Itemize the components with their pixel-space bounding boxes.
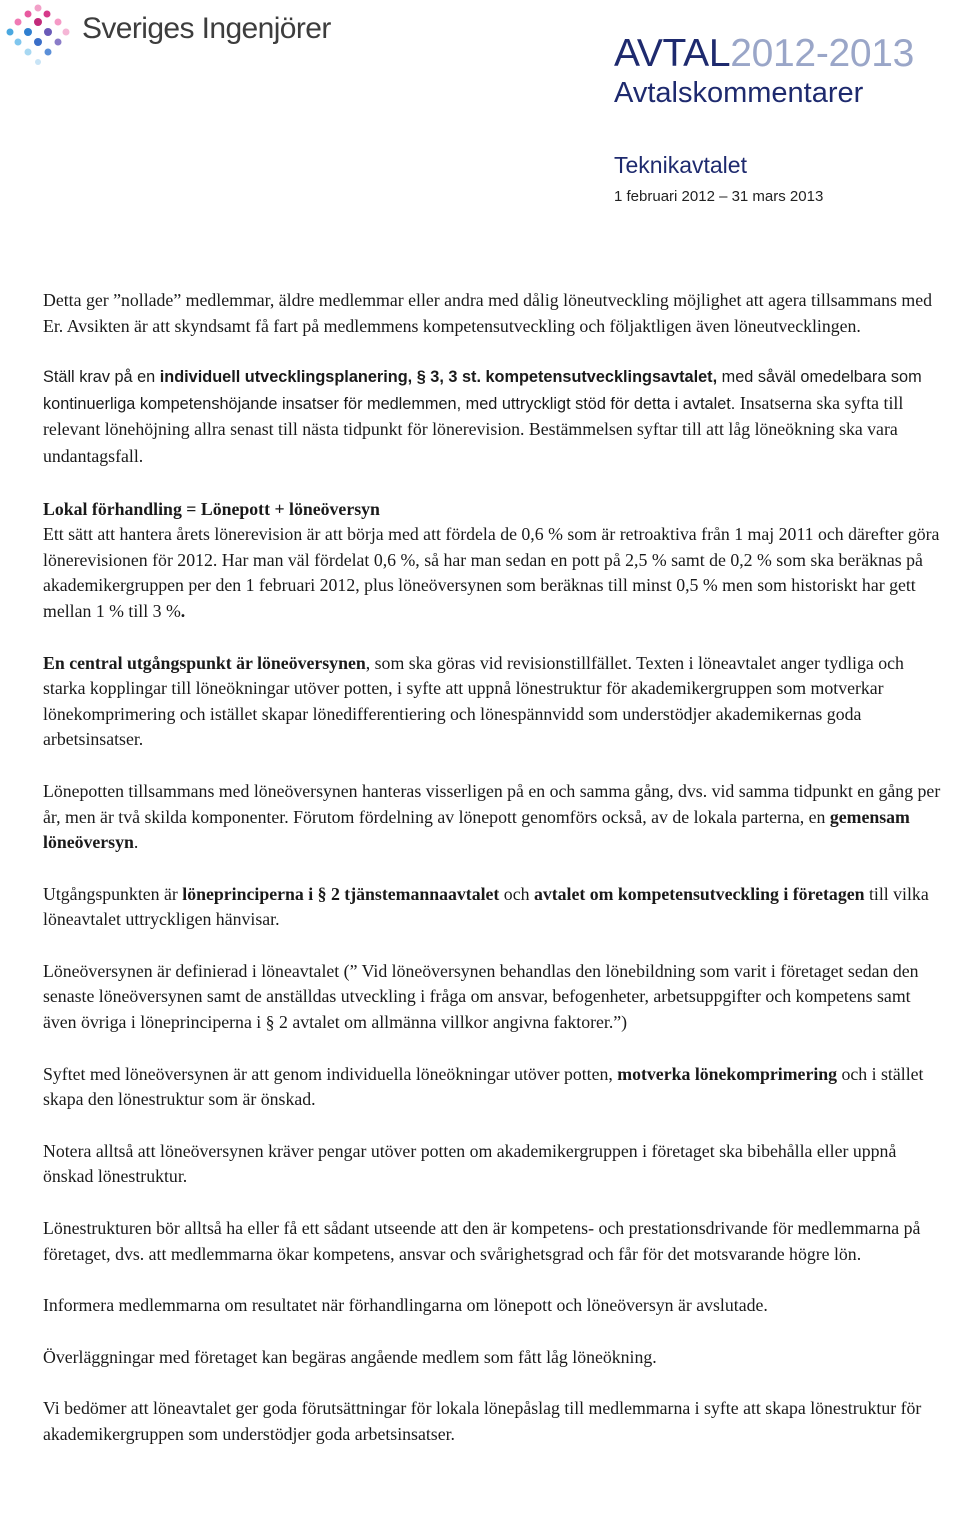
agreement-period: 1 februari 2012 – 31 mars 2013: [614, 188, 824, 205]
bold-text: En central utgångspunkt är löneöversynen: [43, 652, 366, 673]
text-run: och: [499, 883, 534, 904]
text-run: Insatserna ska syfta till relevant lönehöjning allra senast till nästa tidpunkt för lönerevision. Bestämmelsen syftar till att låg löneökning ska vara undantagsfall.: [43, 392, 904, 466]
agreement-title: [614, 32, 914, 76]
paragraph: [43, 365, 948, 470]
text-run: till vilka löneavtalet uttryckligen hänvisar.: [43, 883, 929, 930]
title-years: 2012-2013: [730, 32, 915, 75]
bold-text: motverka lönekomprimering: [617, 1063, 838, 1084]
sveriges-ingenjorer-logo: [2, 2, 332, 72]
paragraph: Lönestrukturen bör alltså ha eller få ett sådant utseende att den är kompetens- och prestationsdrivande för medlemmarna på företaget, dvs. att medlemmarna ökar kompetens, ansvar och svårighetsgrad och får för det motsvarande högre lön.: [43, 1218, 921, 1264]
paragraph: Informera medlemmarna om resultatet när förhandlingarna om lönepott och löneöversyn är avslutade.: [43, 1295, 768, 1316]
paragraph: Vi bedömer att löneavtalet ger goda förutsättningar för lokala lönepåslag till medlemmarna i syfte att skapa lönestruktur för akademikergruppen som understödjer goda arbetsinsatser.: [43, 1398, 922, 1444]
text-run: och i stället skapa den lönestruktur som är önskad.: [43, 1063, 924, 1110]
paragraph: Löneöversynen är definierad i löneavtalet (” Vid löneöversynen behandlas den lönebildning som varit i företaget sedan den senaste löneöversynen samt de anställdas utveckling i fråga om ansvar, befogenheter, arbetsuppgifter och kompetens samt även övriga i löneprinciperna i § 2 avtalet om allmänna villkor angivna faktorer.”): [43, 960, 919, 1033]
logo-dots-icon: [2, 2, 82, 72]
bold-text: avtalet om kompetensutveckling i företagen: [533, 883, 865, 904]
bold-text: löneprinciperna i § 2 tjänstemannaavtalet: [182, 883, 500, 904]
paragraph: [43, 651, 948, 753]
bold-text: .: [180, 600, 186, 621]
paragraph: Överläggningar med företaget kan begäras angående medlem som fått låg löneökning.: [43, 1346, 657, 1367]
paragraph: [43, 1062, 948, 1113]
title-avtal: AVTAL: [614, 32, 731, 75]
paragraph: Notera alltså att löneöversynen kräver pengar utöver potten om akademikergruppen i företaget ska bibehålla eller uppnå önskad lönestruktur.: [43, 1140, 897, 1187]
text-run: med såväl omedelbara som kontinuerliga kompetenshöjande insatser för medlemmen, med uttryckligt stöd för detta i avtalet.: [43, 368, 922, 413]
text-run: Lönepotten tillsammans med löneöversynen hanteras visserligen på en och samma gång, dvs. vid samma tidpunkt en gång per år, men är två skilda komponenter. Förutom fördelning av lönepott genomförs också, av de lokala parterna, en: [43, 780, 941, 827]
text-run: , som ska göras vid revisionstillfället. Texten i löneavtalet anger tydliga och starka kopplingar till löneökningar utöver potten, i syfte att uppnå lönestruktur för akademikergruppen som motverkar lönekomprimering och istället skapar lönedifferentiering och lönespännvidd som understödjer akademikernas goda arbetsinsatser.: [43, 652, 904, 750]
text-run: Utgångspunkten är: [43, 883, 183, 904]
paragraph: [43, 882, 948, 933]
document-header: [614, 32, 915, 205]
paragraph: [43, 497, 948, 625]
document-body: [43, 288, 948, 1474]
bold-text: individuell utvecklingsplanering,: [159, 368, 413, 387]
bold-text: gemensam löneöversyn: [43, 806, 910, 853]
bold-text: § 3, 3 st. kompetensutvecklingsavtalet,: [416, 368, 718, 387]
text-run: Ställ krav på en: [43, 368, 160, 387]
logo-wordmark: Sveriges Ingenjörer: [82, 12, 331, 45]
section-heading: Lokal förhandling = Lönepott + löneöversyn: [43, 498, 380, 519]
text-run: .: [133, 832, 139, 853]
agreement-name: Teknikavtalet: [614, 152, 747, 178]
paragraph: Detta ger ”nollade” medlemmar, äldre medlemmar eller andra med dålig löneutveckling möjlighet att agera tillsammans med Er. Avsikten är att skyndsamt få fart på medlemmens kompetensutveckling och följaktligen även löneutvecklingen.: [43, 290, 933, 336]
text-run: Ett sätt att hantera årets lönerevision är att börja med att fördela de 0,6 % som är retroaktiva från 1 maj 2011 och därefter göra lönerevisionen för 2012. Har man väl fördelat 0,6 %, så har man sedan en pott på 2,5 % samt de 0,2 % som ska beräknas på akademikergruppen per den 1 februari 2012, plus löneöversynen som beräknas till minst 0,5 % men som historiskt har gett mellan 1 % till 3 %: [43, 524, 940, 621]
document-subtitle: Avtalskommentarer: [614, 77, 864, 109]
paragraph: [43, 779, 948, 856]
text-run: Syftet med löneöversynen är att genom individuella löneökningar utöver potten,: [43, 1063, 618, 1084]
